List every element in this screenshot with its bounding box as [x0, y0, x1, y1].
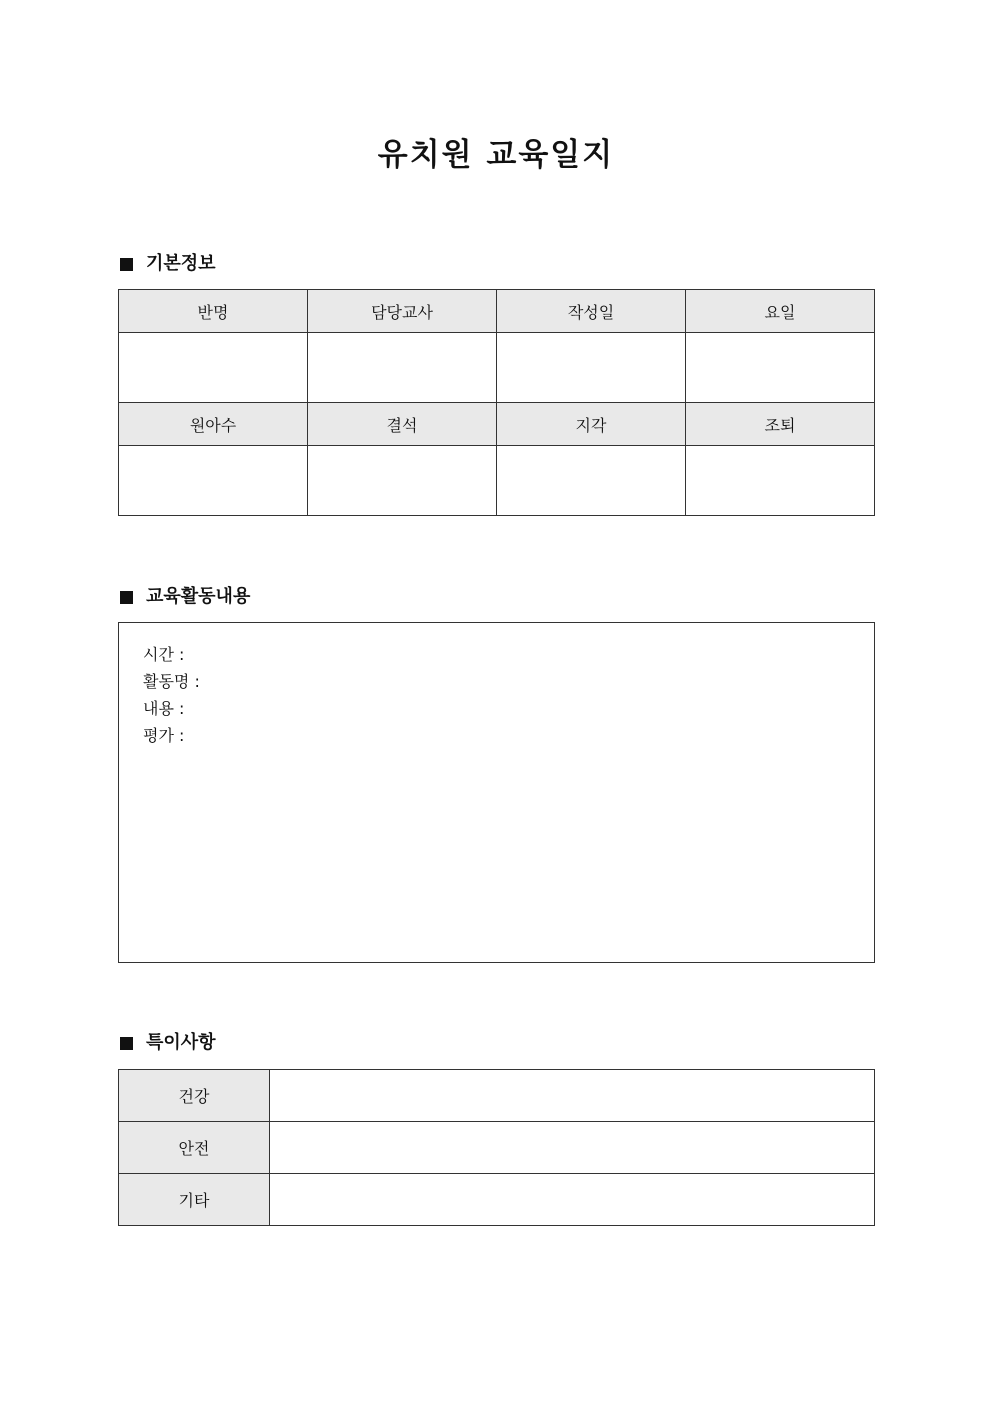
health-field[interactable] — [270, 1070, 875, 1122]
date-field[interactable] — [497, 333, 686, 403]
table-row — [119, 333, 875, 403]
notes-table — [118, 1069, 875, 1226]
square-bullet-icon — [120, 258, 133, 271]
label-teacher: 담당교사 — [308, 290, 497, 333]
label-safety: 안전 — [119, 1122, 270, 1174]
class-name-field[interactable] — [119, 333, 308, 403]
table-row — [119, 290, 875, 333]
absent-field[interactable] — [308, 446, 497, 516]
label-class-name: 반명 — [119, 290, 308, 333]
early-leave-field[interactable] — [686, 446, 875, 516]
label-late: 지각 — [497, 403, 686, 446]
section-heading-activity — [120, 584, 250, 610]
section-heading-basic-info — [120, 251, 216, 277]
document-title: 유치원 교육일지 — [377, 137, 615, 173]
square-bullet-icon — [120, 591, 133, 604]
safety-field[interactable] — [270, 1122, 875, 1174]
late-field[interactable] — [497, 446, 686, 516]
section-heading-label: 교육활동내용 — [146, 586, 251, 607]
square-bullet-icon — [120, 1037, 133, 1050]
label-early-leave: 조퇴 — [686, 403, 875, 446]
other-field[interactable] — [270, 1174, 875, 1226]
section-heading-notes — [120, 1030, 216, 1056]
basic-info-table — [118, 289, 875, 516]
section-heading-label: 특이사항 — [146, 1032, 216, 1053]
label-enrollment: 원아수 — [119, 403, 308, 446]
label-absent: 결석 — [308, 403, 497, 446]
table-row — [119, 1174, 875, 1226]
label-date: 작성일 — [497, 290, 686, 333]
table-row — [119, 1122, 875, 1174]
label-health: 건강 — [119, 1070, 270, 1122]
activity-content-label: 내용 : — [143, 699, 185, 718]
activity-lines — [143, 641, 200, 749]
table-row — [119, 1070, 875, 1122]
activity-time-label: 시간 : — [143, 645, 185, 664]
activity-evaluation-label: 평가 : — [143, 726, 185, 745]
weekday-field[interactable] — [686, 333, 875, 403]
activity-content-box[interactable] — [118, 622, 875, 963]
activity-name-label: 활동명 : — [143, 672, 200, 691]
label-weekday: 요일 — [686, 290, 875, 333]
teacher-field[interactable] — [308, 333, 497, 403]
section-heading-label: 기본정보 — [146, 253, 216, 274]
enrollment-field[interactable] — [119, 446, 308, 516]
table-row — [119, 446, 875, 516]
table-row — [119, 403, 875, 446]
label-other: 기타 — [119, 1174, 270, 1226]
